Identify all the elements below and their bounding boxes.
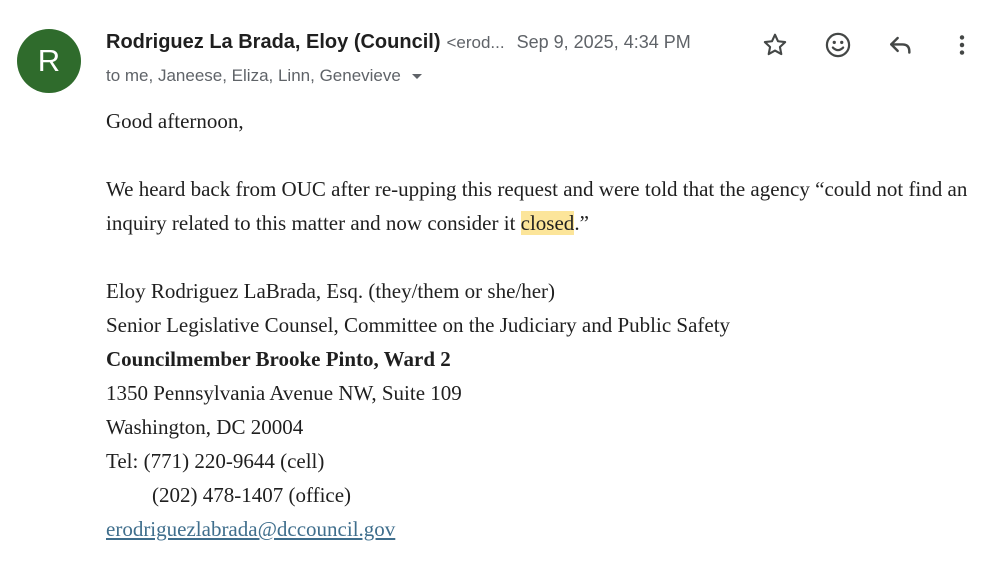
signature-name: Eloy Rodriguez LaBrada, Esq. (they/them or she/her) — [106, 279, 556, 303]
signature-email-link[interactable]: erodriguezlabrada@dccouncil.gov — [106, 517, 396, 541]
email-header — [106, 31, 691, 54]
signature-tel-office: (202) 478-1407 (office) — [152, 483, 352, 507]
chevron-down-icon[interactable] — [409, 68, 425, 84]
signature-title: Senior Legislative Counsel, Committee on the Judiciary and Public Safety — [106, 313, 731, 337]
email-body — [106, 104, 986, 546]
sender-avatar[interactable] — [17, 29, 81, 93]
body-paragraph — [106, 172, 986, 240]
more-options-icon[interactable] — [944, 27, 980, 63]
highlighted-word: closed — [520, 211, 575, 235]
avatar-letter: R — [37, 43, 61, 78]
recipients-row[interactable] — [106, 66, 425, 86]
reply-icon[interactable] — [882, 27, 918, 63]
sender-email[interactable]: <erod... — [446, 33, 505, 52]
email-date: Sep 9, 2025, 4:34 PM — [516, 32, 691, 52]
sender-name[interactable]: Rodriguez La Brada, Eloy (Council) — [106, 31, 441, 53]
signature-address-line1: 1350 Pennsylvania Avenue NW, Suite 109 — [106, 381, 462, 405]
signature-block — [106, 274, 986, 546]
signature-tel-cell: Tel: (771) 220-9644 (cell) — [106, 449, 325, 473]
emoji-icon[interactable] — [820, 27, 856, 63]
signature-office: Councilmember Brooke Pinto, Ward 2 — [106, 347, 451, 371]
star-icon[interactable] — [757, 27, 793, 63]
paragraph-end: .” — [574, 211, 589, 235]
paragraph-text: We heard back from OUC after re-upping this request and were told that the agency “could not find an inquiry related to this matter and now consider it — [106, 177, 968, 235]
greeting: Good afternoon, — [106, 109, 244, 133]
recipients-text: to me, Janeese, Eliza, Linn, Genevieve — [106, 66, 401, 85]
signature-address-line2: Washington, DC 20004 — [106, 415, 304, 439]
